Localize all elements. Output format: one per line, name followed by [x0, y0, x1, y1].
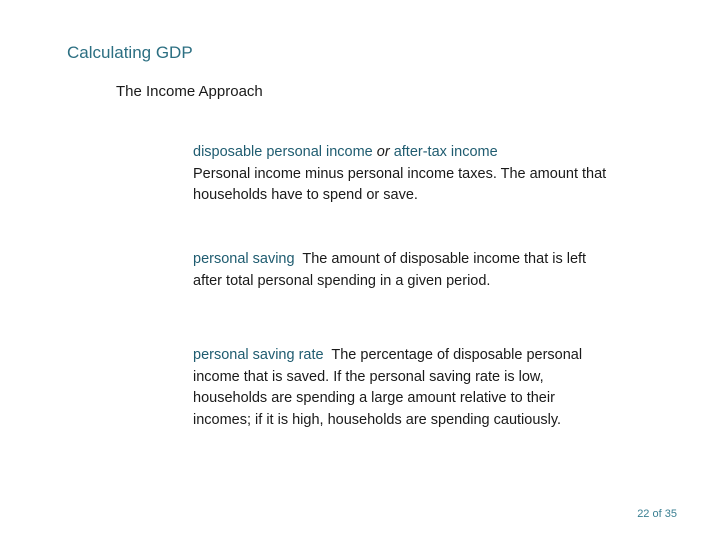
definition-text: The percentage of disposable personal income that is saved. If the personal saving rate is low, households are spending a large amount relative to their incomes; if it is high, households are spending cautiously. — [193, 347, 583, 428]
term-label: personal saving — [193, 251, 295, 267]
definition-text: The amount of disposable income that is left after total personal spending in a given period. — [193, 251, 587, 289]
definition-disposable-personal-income — [193, 142, 613, 207]
term-label: personal saving rate — [193, 347, 324, 363]
page-number — [637, 508, 677, 520]
slide-title: Calculating GDP — [67, 43, 193, 62]
term-label: disposable personal income — [193, 144, 373, 160]
page-current: 22 — [637, 508, 650, 520]
slide-subtitle: The Income Approach — [116, 83, 263, 100]
term-label-alt: after-tax income — [393, 144, 498, 160]
term-conjunction: or — [376, 144, 390, 160]
page-of: of — [652, 508, 662, 520]
page-total: 35 — [664, 508, 677, 520]
definition-personal-saving-rate — [193, 345, 613, 431]
definition-text: Personal income minus personal income taxes. The amount that households have to spend or save. — [193, 165, 607, 203]
definition-personal-saving — [193, 249, 613, 292]
